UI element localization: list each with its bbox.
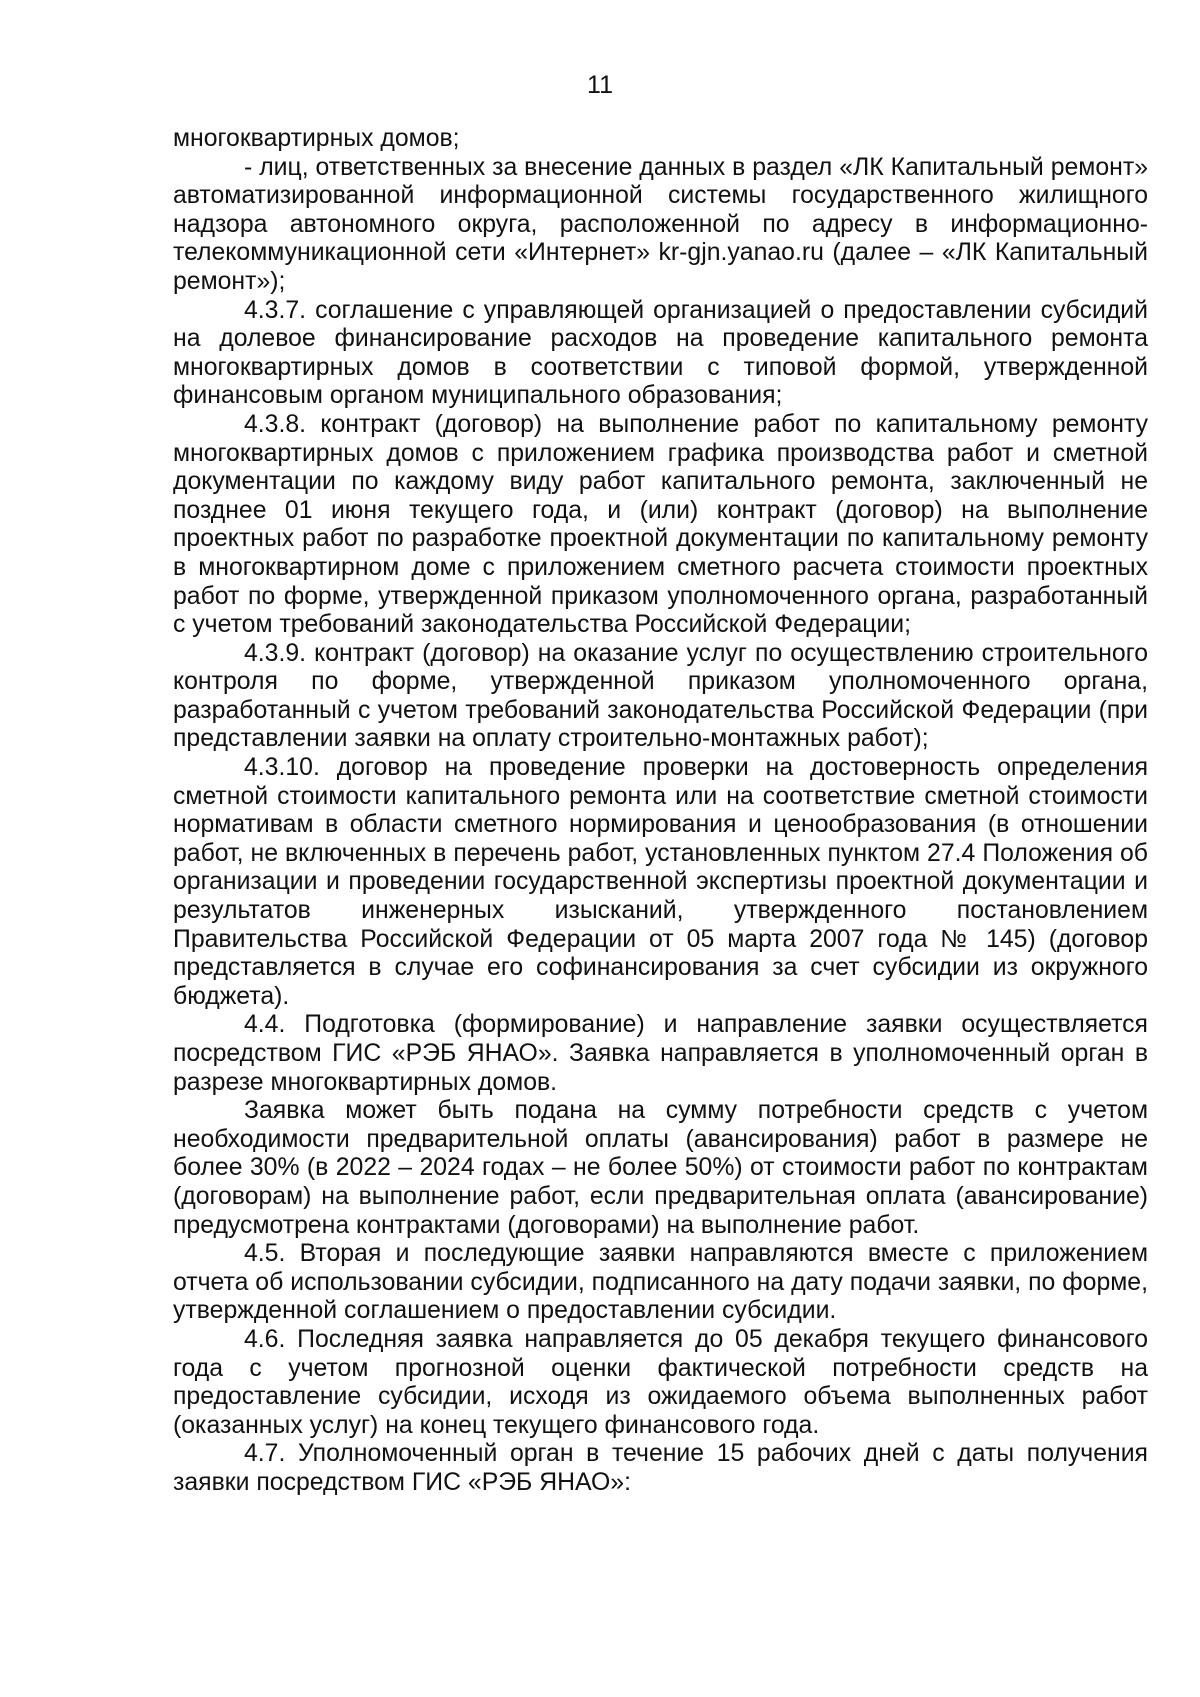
paragraph: 4.3.7. соглашение с управляющей организацией о предоставлении субсидий на долевое финансирование расходов на проведение капитального ремонта многоквартирных домов в соответствии с типовой формой, утвержденной финансовым органом муниципального образования; — [173, 296, 1148, 410]
paragraph: 4.3.8. контракт (договор) на выполнение работ по капитальному ремонту многоквартирных домов с приложением графика производства работ и сметной документации по каждому виду работ капитального ремонта, заключенный не позднее 01 июня текущего года, и (или) контракт (договор) на выполнение проектных работ по разработке проектной документации по капитальному ремонту в многоквартирном доме с приложением сметного расчета стоимости проектных работ по форме, утвержденной приказом уполномоченного органа, разработанный с учетом требований законодательства Российской Федерации; — [173, 410, 1148, 639]
paragraph: 4.4. Подготовка (формирование) и направление заявки осуществляется посредством ГИС «РЭБ ЯНАО». Заявка направляется в уполномоченный орган в разрезе многоквартирных домов. — [173, 1011, 1148, 1096]
paragraph: 4.5. Вторая и последующие заявки направляются вместе с приложением отчета об использовании субсидии, подписанного на дату подачи заявки, по форме, утвержденной соглашением о предоставлении субсидии. — [173, 1240, 1148, 1325]
paragraph: - лиц, ответственных за внесение данных в раздел «ЛК Капитальный ремонт» автоматизированной информационной системы государственного жилищного надзора автономного округа, расположенной по адресу в информационно-телекоммуникационной сети «Интернет» kr-gjn.yanao.ru (далее – «ЛК Капитальный ремонт»); — [173, 153, 1148, 295]
page-number: 11 — [587, 71, 613, 99]
paragraph: 4.3.9. контракт (договор) на оказание услуг по осуществлению строительного контроля по форме, утвержденной приказом уполномоченного органа, разработанный с учетом требований законодательства Российской Федерации (при представлении заявки на оплату строительно-монтажных работ); — [173, 639, 1148, 753]
paragraph: 4.3.10. договор на проведение проверки на достоверность определения сметной стоимости капитального ремонта или на соответствие сметной стоимости нормативам в области сметного нормирования и ценообразования (в отношении работ, не включенных в перечень работ, установленных пунктом 27.4 Положения об организации и проведении государственной экспертизы проектной документации и результатов инженерных изысканий, утвержденного постановлением Правительства Российской Федерации от 05 марта 2007 года № 145) (договор представляется в случае его софинансирования за счет субсидии из окружного бюджета). — [173, 754, 1148, 1010]
paragraph: многоквартирных домов; — [173, 125, 460, 152]
paragraph: 4.6. Последняя заявка направляется до 05 декабря текущего финансового года с учетом прогнозной оценки фактической потребности средств на предоставление субсидии, исходя из ожидаемого объема выполненных работ (оказанных услуг) на конец текущего финансового года. — [173, 1325, 1148, 1439]
paragraph: 4.7. Уполномоченный орган в течение 15 рабочих дней с даты получения заявки посредством ГИС «РЭБ ЯНАО»: — [173, 1440, 1148, 1496]
document-body — [173, 125, 1148, 1498]
paragraph: Заявка может быть подана на сумму потребности средств с учетом необходимости предварительной оплаты (авансирования) работ в размере не более 30% (в 2022 – 2024 годах – не более 50%) от стоимости работ по контрактам (договорам) на выполнение работ, если предварительная оплата (авансирование) предусмотрена контрактами (договорами) на выполнение работ. — [173, 1097, 1148, 1239]
